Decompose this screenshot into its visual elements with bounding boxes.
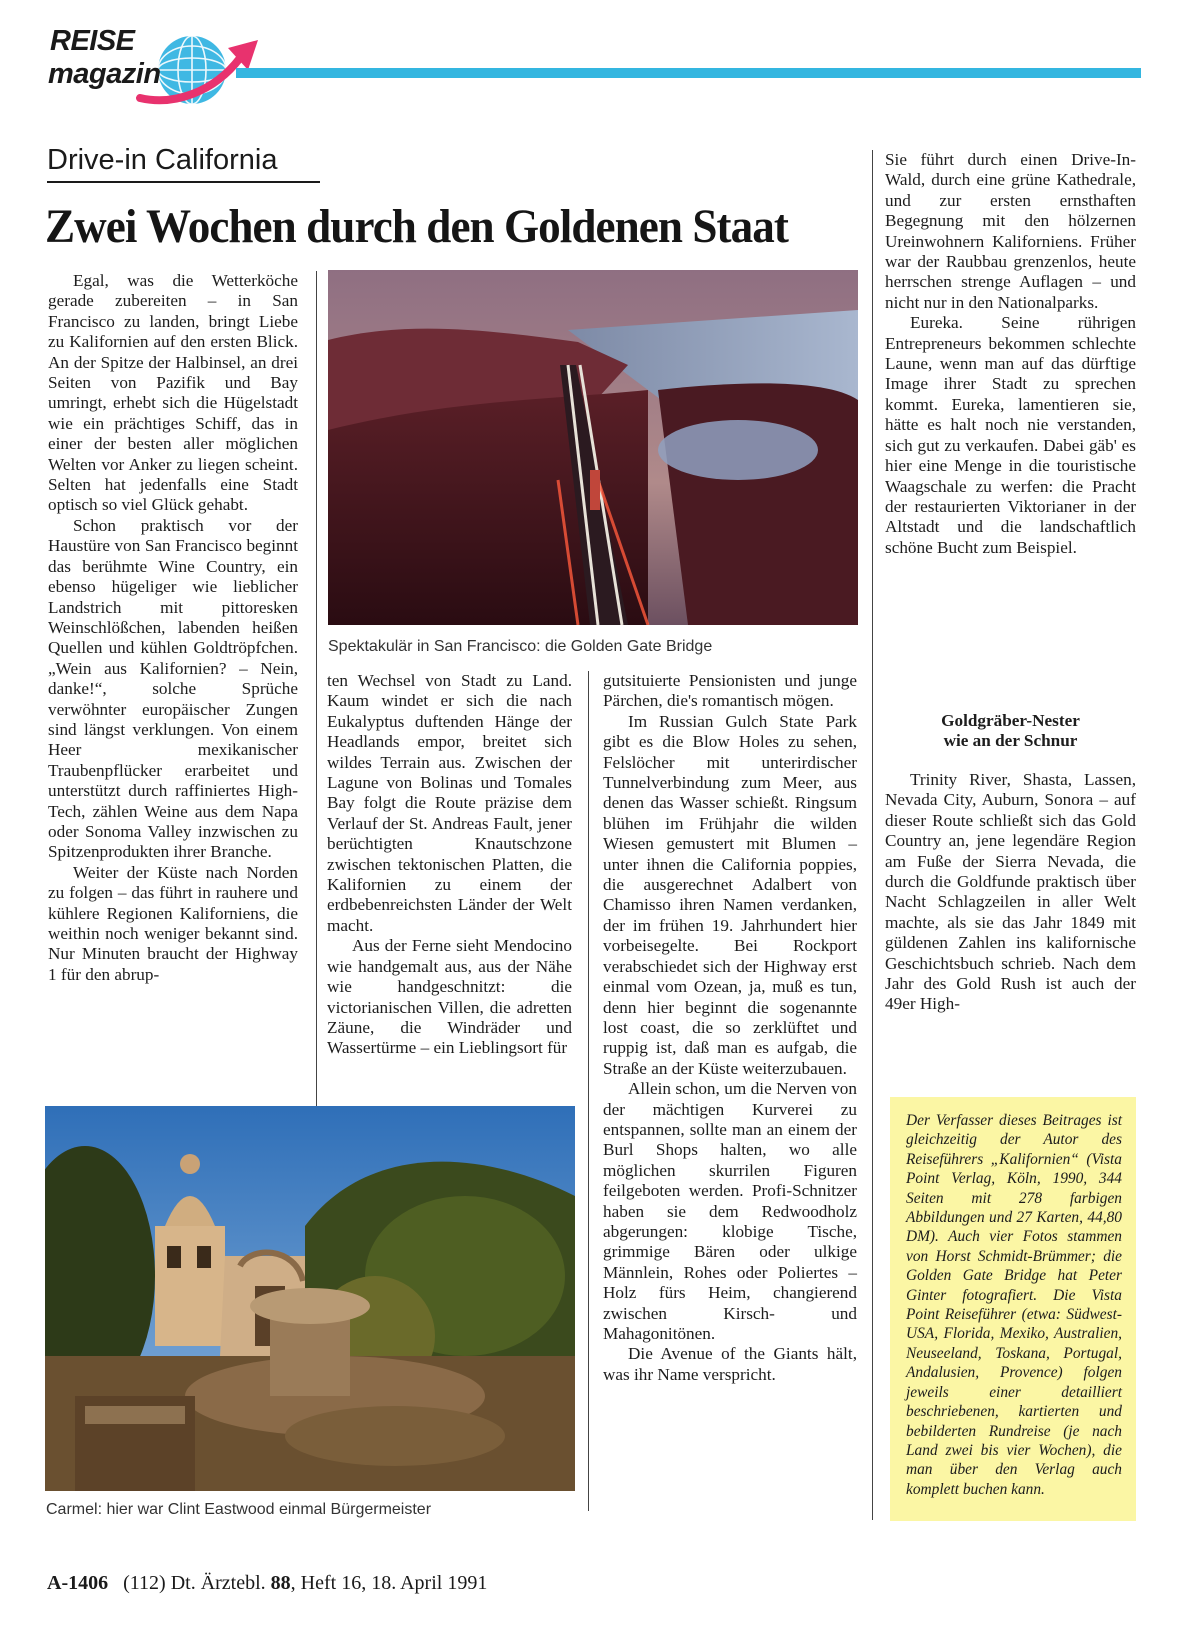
body-paragraph: Im Russian Gulch State Park gibt es die Blow Holes zu sehen, Felslöcher mit unterirdischer Tunnelverbindung zum Meer, aus denen das Wasser schießt. Ringsum blühen im Frühjahr die wilden Wiesen gemustert mit Blumen – unter ihnen die California poppies, die ausgerechnet Adalbert von Chamisso ihren Namen verdanken, der im frühen 19. Jahrhundert hier vorbeisegelte. Bei Rockport verabschiedet sich der Highway erst einmal vom Ozean, ja, muß es tun, denn hier beginnt die sogenannte lost coast, die so zerklüftet und ruppig ist, daß man es aufgab, die Straße an der Küste weiterzubauen. xyxy=(603,711,857,1078)
body-column-2 xyxy=(327,671,572,1059)
body-paragraph: ten Wechsel von Stadt zu Land. Kaum windet er sich die nach Eukalyptus duftenden Hänge der Headlands empor, breitet sich wildes Terrain aus. Zwischen der Lagune von Bolinas und Tomales Bay folgt die Route präzise dem Verlauf der St. Andreas Fault, jener berüchtigten Knautschzone zwischen tektonischen Platten, die Kalifornien zu einem der erdbebenreichsten Länder der Welt macht. xyxy=(327,671,572,935)
footer-publication: (112) Dt. Ärztebl. xyxy=(108,1572,271,1594)
body-paragraph: Allein schon, um die Nerven von der mächtigen Kurverei zu entspannen, sollte man an einem der Burl Shops halten, wo alle möglichen skurrilen Figuren feilgeboten werden. Profi-Schnitzer haben sie dem Redwoodholz abgerungen: klobige Tische, grimmige Bären oder ulkige Männlein, Rohes oder Poliertes – Holz fürs Heim, changierend zwischen Kirsch- und Mahagonitönen. xyxy=(603,1079,857,1343)
subhead-line: Goldgräber-Nester xyxy=(941,711,1080,730)
body-column-3 xyxy=(603,671,857,1385)
body-column-4 xyxy=(885,150,1136,558)
info-box-text: Der Verfasser dieses Beitrages ist gleichzeitig der Autor des Reiseführers „Kalifornien“ (Vista Point Verlag, Köln, 1990, 344 Seiten mit 278 farbigen Abbildungen und 27 Karten, 44,80 DM). Auch vier Fotos stammen von Horst Schmidt-Brümmer; die Golden Gate Bridge hat Peter Ginter fotografiert. Die Vista Point Reiseführer (etwa: Südwest-USA, Florida, Mexiko, Australien, Neuseeland, Toskana, Portugal, Andalusien, Provence) folgen jeweils einer detailliert beschriebenen, kartierten und bebilderten Rundreise (je nach Land zwei bis vier Wochen), die man über den Verlag auch komplett buchen kann. xyxy=(906,1112,1122,1498)
author-info-box xyxy=(890,1097,1136,1521)
logo-text-reise: REISE xyxy=(50,25,135,57)
column-divider xyxy=(588,671,589,1511)
body-paragraph: Weiter der Küste nach Norden zu folgen – das führt in rauhere und kühlere Regionen Kaliforniens, die weithin noch weniger bekannt sind. Nur Minuten braucht der Highway 1 für den abrup- xyxy=(48,862,298,984)
photo-caption: Carmel: hier war Clint Eastwood einmal Bürgermeister xyxy=(46,1501,432,1518)
footer-volume: 88 xyxy=(270,1572,291,1594)
article-headline: Zwei Wochen durch den Goldenen Staat xyxy=(45,200,788,253)
footer-issue-date: , Heft 16, 18. April 1991 xyxy=(290,1572,488,1594)
body-paragraph: Egal, was die Wetterköche gerade zubereiten – in San Francisco zu landen, bringt Liebe zu Kalifornien auf den ersten Blick. An der Spitze der Halbinsel, an drei Seiten von Pazifik und Bay umringt, erhebt sich die Hügelstadt wie ein prächtiges Schiff, das in einer der besten aller möglichen Welten vor Anker zu liegen scheint. Selten hat jedenfalls eine Stadt optisch so viel Glück gehabt. xyxy=(48,271,298,515)
article-kicker: Drive-in California xyxy=(47,144,278,176)
body-paragraph: Aus der Ferne sieht Mendocino wie handgemalt aus, aus der Nähe wie handgeschnitzt: die victorianischen Villen, die adretten Zäune, die Windräder und Wassertürme – ein Lieblingsort für xyxy=(327,936,572,1058)
photo-caption: Spektakulär in San Francisco: die Golden Gate Bridge xyxy=(328,638,713,655)
column-divider xyxy=(316,271,317,1106)
logo-text-magazin: magazin xyxy=(48,58,161,90)
section-subhead xyxy=(885,711,1136,752)
body-paragraph: gutsituierte Pensionisten und junge Pärchen, die's romantisch mögen. xyxy=(603,671,857,711)
kicker-underline xyxy=(47,181,320,183)
page-footer xyxy=(47,1572,487,1595)
page-number: A-1406 xyxy=(47,1572,109,1594)
subhead-line: wie an der Schnur xyxy=(943,731,1078,751)
body-column-1 xyxy=(48,271,298,985)
body-paragraph: Trinity River, Shasta, Lassen, Nevada City, Auburn, Sonora – auf dieser Route schließt sich das Gold Country an, jene legendäre Region am Fuße der Sierra Nevada, die durch die Goldfunde praktisch über Nacht Schlagzeilen in aller Welt machte, als sie das Jahr 1849 mit güldenen Zahlen ins kalifornische Geschichtsbuch schrieb. Nach dem Jahr des Gold Rush ist auch der 49er High- xyxy=(885,770,1136,1014)
column-divider xyxy=(872,150,873,1520)
carmel-mission-photo xyxy=(45,1106,575,1491)
header-rule xyxy=(236,68,1141,78)
golden-gate-bridge-photo xyxy=(328,270,858,625)
body-paragraph: Die Avenue of the Giants hält, was ihr Name verspricht. xyxy=(603,1344,857,1384)
body-column-4-continued xyxy=(885,770,1136,1015)
body-paragraph: Sie führt durch einen Drive-In-Wald, durch eine grüne Kathedrale, und zur ersten ernsthaften Begegnung mit den hölzernen Ureinwohnern Kaliforniens. Früher war der Raubbau grenzenlos, heute herrschen strenge Auflagen – und nicht nur in den Nationalparks. xyxy=(885,150,1136,312)
body-paragraph: Schon praktisch vor der Haustüre von San Francisco beginnt das berühmte Wine Country, ein ebenso hügeliger wie lieblicher Landstrich mit pittoresken Weinschlößchen, labenden heißen Quellen und kühlen Goldtröpfchen. „Wein aus Kalifornien? – Nein, danke!“, solche Sprüche verwöhnter europäischer Zungen sind längst verklungen. Von einem Heer mexikanischer Traubenpflücker erarbeitet und unterstützt durch raffiniertes High-Tech, zählen Weine aus dem Napa oder Sonoma Valley inzwischen zu Spitzenprodukten ihrer Branche. xyxy=(48,515,298,862)
body-paragraph: Eureka. Seine rührigen Entrepreneurs bekommen schlechte Laune, wenn man auf das dürftige Image ihrer Stadt zu sprechen kommt. Eureka, lamentieren sie, hätte es halt noch nie verstanden, sich gut zu verkaufen. Dabei gäb' es hier eine Menge in die touristische Waagschale zu werfen: die Pracht der restaurierten Viktorianer in der Altstadt und die landschaftlich schöne Bucht zum Beispiel. xyxy=(885,313,1136,557)
